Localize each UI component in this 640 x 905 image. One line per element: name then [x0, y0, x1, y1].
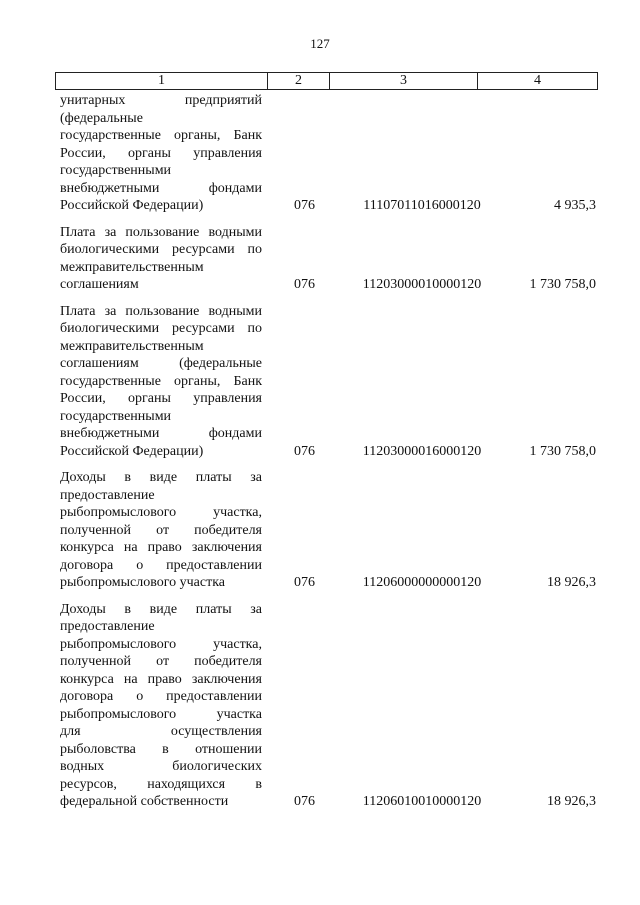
income-name-line: водных биологических: [60, 759, 262, 774]
income-name-line: конкурса на право заключения: [60, 540, 262, 555]
income-name-line: России, органы управления: [60, 145, 262, 161]
income-name-line: государственные органы, Банк: [60, 373, 262, 389]
income-name-line: рыбопромыслового участка,: [60, 636, 262, 652]
income-name-line: внебюджетными фондами: [60, 180, 262, 196]
header-col-2: 2: [268, 73, 330, 89]
income-name-line: России, органы управления: [60, 391, 262, 406]
amount: 1 730 758,0: [529, 277, 596, 292]
admin-code: 076: [294, 575, 315, 590]
income-name-line: Плата за пользование водными: [60, 303, 262, 319]
table-row: [60, 224, 600, 294]
income-name-line: ресурсов, находящихся в: [60, 776, 262, 792]
table-row: [60, 92, 600, 215]
page-number: 127: [310, 36, 330, 51]
income-name-line: полученной от победителя: [60, 522, 262, 538]
income-name: [60, 92, 262, 215]
income-name-line: биологическими ресурсами по: [60, 321, 262, 336]
income-name: [60, 601, 262, 811]
income-name-line: соглашениям: [60, 277, 139, 292]
income-name-line: рыбопромыслового участка: [60, 706, 262, 722]
budget-classification-code: 11203000010000120: [362, 277, 482, 292]
table-row: [60, 469, 600, 592]
income-name-line: рыбопромыслового участка: [60, 575, 226, 590]
income-name-line: государственными: [60, 408, 172, 424]
income-name-line: биологическими ресурсами по: [60, 242, 262, 257]
income-name-line: Российской Федерации): [60, 198, 204, 213]
budget-classification-code: 11206000000000120: [362, 575, 482, 590]
income-name-line: Плата за пользование водными: [60, 224, 262, 240]
budget-classification-code: 11206010010000120: [362, 794, 482, 809]
header-col-4: 4: [534, 73, 541, 88]
income-name-line: предоставление: [60, 487, 155, 503]
income-name-line: рыбопромыслового участка,: [60, 505, 262, 520]
admin-code: 076: [294, 794, 315, 809]
income-name-line: соглашениям (федеральные: [60, 356, 262, 371]
amount: 18 926,3: [547, 575, 596, 590]
admin-code: 076: [294, 443, 315, 459]
income-name-line: предоставление: [60, 619, 155, 634]
income-name-line: конкурса на право заключения: [60, 671, 262, 687]
income-name-line: рыболовства в отношении: [60, 741, 262, 757]
income-name-line: полученной от победителя: [60, 654, 262, 669]
income-name-line: для осуществления: [60, 724, 262, 739]
admin-code: 076: [294, 198, 315, 213]
income-name: [60, 303, 262, 461]
income-name-line: унитарных предприятий: [60, 93, 262, 108]
income-name-line: государственными: [60, 163, 172, 178]
income-name-line: договора о предоставлении: [60, 557, 262, 573]
amount: 4 935,3: [554, 198, 596, 213]
income-name-line: (федеральные: [60, 110, 143, 126]
income-name-line: договора о предоставлении: [60, 689, 262, 704]
budget-classification-code: 11203000016000120: [362, 443, 482, 459]
income-name: [60, 469, 262, 592]
amount: 1 730 758,0: [529, 443, 596, 459]
income-name-line: внебюджетными фондами: [60, 426, 262, 441]
table-body: [60, 92, 600, 820]
table-row: [60, 601, 600, 811]
table-row: [60, 303, 600, 461]
admin-code: 076: [294, 277, 315, 292]
income-name-line: Российской Федерации): [60, 443, 204, 459]
table-header: [55, 72, 598, 90]
income-name-line: межправительственным: [60, 259, 204, 275]
income-name-line: государственные органы, Банк: [60, 128, 262, 143]
amount: 18 926,3: [547, 794, 596, 809]
income-name-line: Доходы в виде платы за: [60, 601, 262, 617]
budget-classification-code: 11107011016000120: [363, 198, 481, 213]
income-name: [60, 224, 262, 294]
header-col-3: 3: [330, 73, 478, 89]
header-col-1: 1: [56, 73, 268, 89]
income-name-line: федеральной собственности: [60, 794, 229, 809]
income-name-line: Доходы в виде платы за: [60, 470, 262, 485]
income-name-line: межправительственным: [60, 338, 204, 354]
